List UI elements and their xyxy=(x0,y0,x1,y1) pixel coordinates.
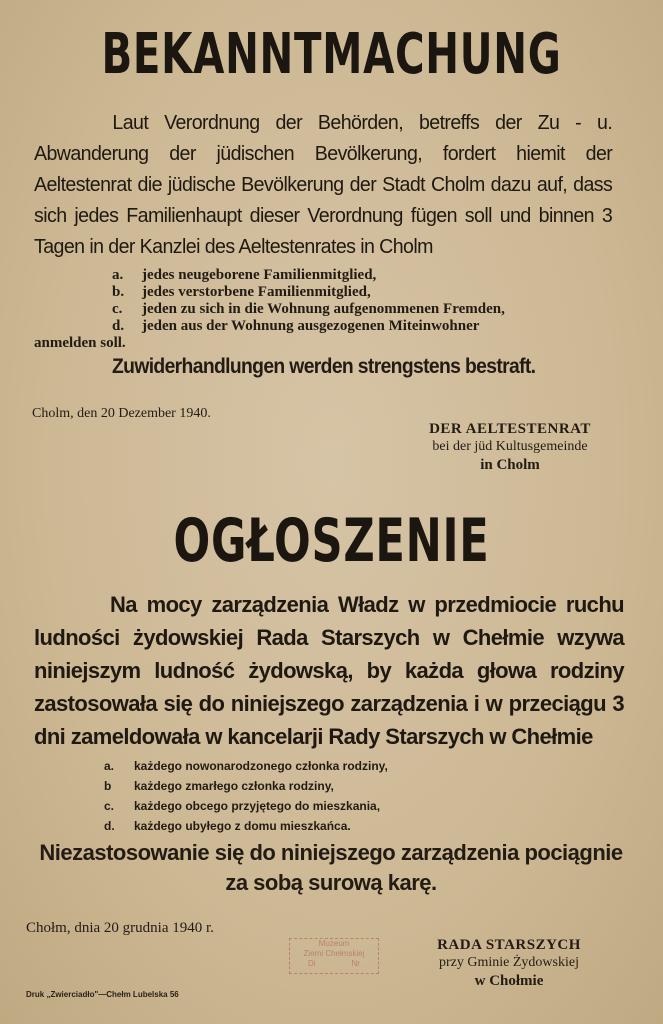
list-letter: b. xyxy=(112,284,125,300)
stamp-line xyxy=(290,959,378,969)
german-body: Laut Verordnung der Behörden, betreffs der Zu - u. Abwanderung der jüdischen Bevölkerung, fordert hiemit der Aeltestenrat die jüdische Bevölkerung der Stadt Cholm dazu auf, dass sich jedes Familienhaupt dieser Verordnung fügen soll und binnen 3 Tagen in der Kanzlei des Aeltestenrates in Cholm xyxy=(34,112,613,258)
list-letter: d. xyxy=(112,318,125,334)
stamp-field: Di xyxy=(307,959,316,968)
list-letter: a. xyxy=(112,267,124,283)
list-text: każdego obcego przyjętego do mieszkania, xyxy=(134,799,381,813)
polish-title: OGŁOSZENIE xyxy=(173,506,490,576)
list-letter: b xyxy=(104,779,112,793)
signature-line: RADA STARSZYCH xyxy=(437,937,581,953)
list-text: jedes neugeborene Familienmitglied, xyxy=(142,267,377,283)
signature-line: in Cholm xyxy=(480,457,540,473)
stamp-line: Muzeum xyxy=(318,939,350,948)
museum-stamp xyxy=(289,938,379,974)
list-letter: a. xyxy=(104,759,115,773)
stamp-field: Nr xyxy=(351,959,360,968)
german-penalty: Zuwiderhandlungen werden strengstens bestraft. xyxy=(112,355,536,378)
list-letter: c. xyxy=(104,799,115,813)
list-letter: c. xyxy=(112,301,123,317)
list-text: każdego zmarłego członka rodziny, xyxy=(134,779,334,793)
list-text: jedes verstorbene Familienmitglied, xyxy=(142,284,371,300)
polish-date: Chołm, dnia 20 grudnia 1940 r. xyxy=(26,920,214,936)
list-item xyxy=(34,301,634,318)
polish-body: Na mocy zarządzenia Władz w przedmiocie ruchu ludności żydowskiej Rada Starszych w Chełmie wzywa niniejszym ludność żydowską, by każda głowa rodziny zastosowała się do niniejszego zarządzenia i w przeciągu 3 dni zameldowała w kancelarji Rady Starszych w Chełmie xyxy=(34,592,624,749)
list-item xyxy=(34,318,634,335)
list-text: każdego nowonarodzonego członka rodziny, xyxy=(134,759,388,773)
list-text: każdego ubyłego z domu mieszkańca. xyxy=(134,819,351,833)
signature-line: DER AELTESTENRAT xyxy=(429,421,591,437)
list-text: jeden aus der Wohnung ausgezogenen Miteinwohner xyxy=(142,318,480,334)
german-list-tail: anmelden soll. xyxy=(34,335,126,351)
german-signature xyxy=(395,420,625,474)
list-item xyxy=(34,284,634,301)
list-item xyxy=(104,776,663,796)
german-title: BEKANNTMACHUNG xyxy=(101,22,562,87)
german-list xyxy=(34,267,634,352)
list-item xyxy=(104,756,663,776)
stamp-line: Ziemi Chełmskiej xyxy=(303,949,365,958)
signature-line: bei der jüd Kultusgemeinde xyxy=(432,439,588,454)
german-date: Cholm, den 20 Dezember 1940. xyxy=(32,406,211,421)
printer-credit: Druk „Zwierciadło"—Chełm Lubelska 56 xyxy=(26,990,179,999)
polish-signature xyxy=(404,936,614,990)
list-item xyxy=(104,816,663,836)
polish-list xyxy=(104,756,663,836)
list-item xyxy=(34,267,634,284)
polish-penalty: Niezastosowanie się do niniejszego zarządzenia pociągnie za sobą surową karę. xyxy=(39,840,623,895)
signature-line: w Chołmie xyxy=(474,973,544,989)
list-text: jeden zu sich in die Wohnung aufgenommenen Fremden, xyxy=(142,301,505,317)
signature-line: przy Gminie Żydowskiej xyxy=(439,955,579,970)
list-letter: d. xyxy=(104,819,115,833)
list-item xyxy=(104,796,663,816)
